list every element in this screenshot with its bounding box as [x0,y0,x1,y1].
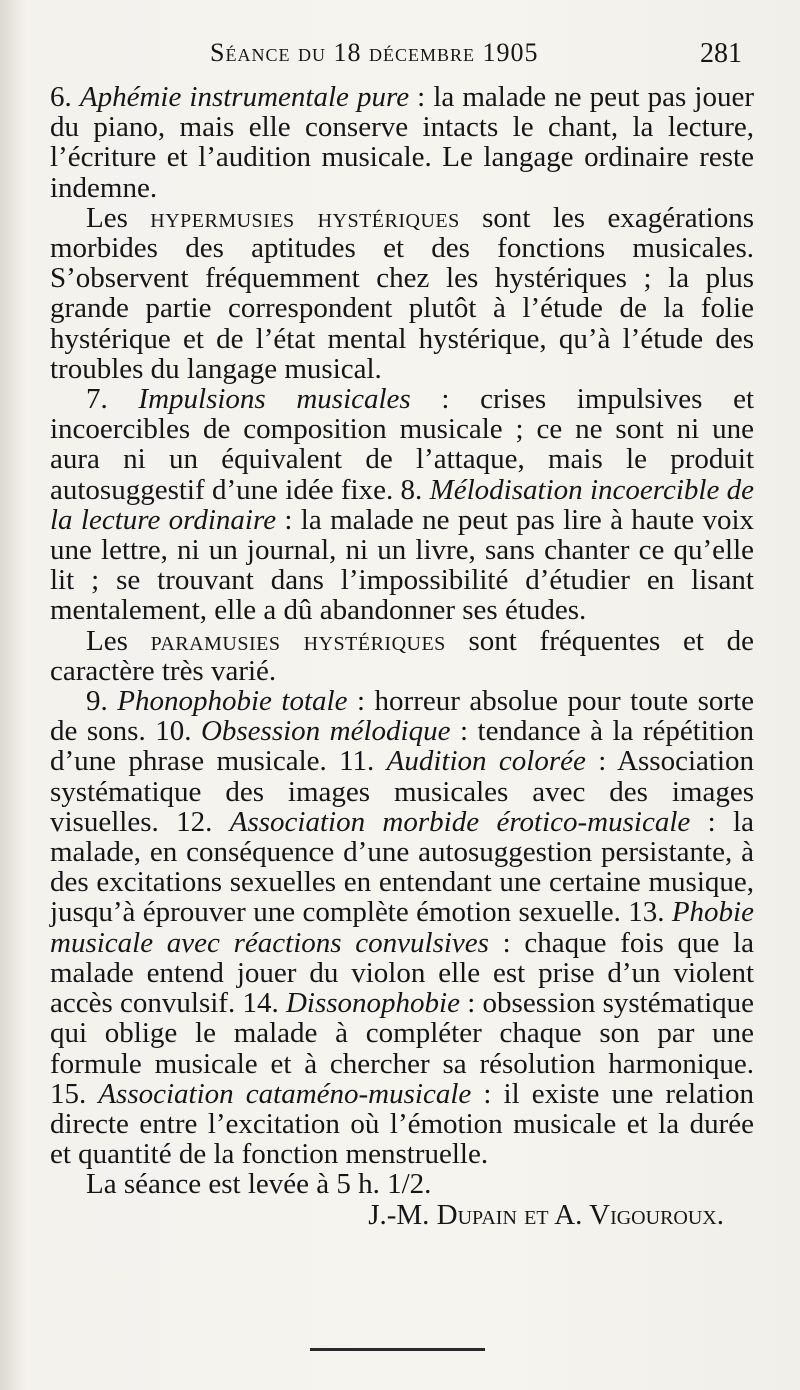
paragraph [50,384,754,626]
end-rule [310,1348,485,1351]
italic-term: Impulsions musicales [138,383,411,416]
text-run: 9. [86,685,118,718]
text-run: : tendance à la répétition d’une phrase musicale. 11. [50,715,755,778]
text-run: : la malade, en conséquence d’une autosuggestion persistante, à des excitations sexuelles en entendant une certaine musique, jusqu’à éprouver une complète émotion sexuelle. 13. [50,805,754,929]
italic-term: Association cataméno-musicale [98,1077,472,1110]
text-run: : il existe une relation directe entre l’excitation où l’émotion musicale et la durée et quantité de la fonction menstruelle. [50,1077,754,1171]
text-run: : horreur absolue pour toute sorte de sons. 10. [50,685,755,748]
page-number: 281 [700,38,742,69]
italic-term: Phobie musicale avec réactions convulsives [50,896,754,959]
paragraph [50,203,754,384]
italic-term: Mélodisation incoercible de la lecture ordinaire [50,473,754,536]
text-run: Les [86,624,151,657]
text-run: : crises impulsives et incoercibles de composition musicale ; ce ne sont ni une aura ni un équivalent de l’attaque, mais le produit autosuggestif d’une idée fixe. 8. [50,383,754,506]
italic-term: Phonophobie totale [117,685,348,718]
smallcaps-term: hypermusies hystériques [150,201,460,234]
body-text [50,82,754,1230]
text-run: : la malade ne peut pas lire à haute voix une lettre, ni un journal, ni un livre, sans chanter ce qu’elle lit ; se trouvant dans l’impossibilité d’étudier en lisant mentalement, elle a dû abandonner ses études. [50,503,754,627]
paragraph [50,686,754,1169]
paragraph [50,626,754,686]
text-run: : la malade ne peut pas jouer du piano, mais elle conserve intacts le chant, la lecture, l’écriture et l’audition musicale. Le langage ordinaire reste indemne. [50,81,755,204]
running-header [210,38,750,78]
paragraphs [50,82,754,1200]
text-run: sont les exagérations morbides des aptitudes et des fonctions musicales. S’observent fréquemment chez les hystériques ; la plus grande partie correspondent plutôt à l’étude de la folie hystérique et de l’état mental hystérique, qu’à l’étude des troubles du langage musical. [50,201,755,385]
paragraph [50,82,754,203]
italic-term: Aphémie instrumentale pure [79,81,410,113]
text-run: : chaque fois que la malade entend jouer du violon elle est prise d’un violent accès convulsif. 14. [50,926,754,1020]
text-run: La séance est levée à 5 h. 1/2. [86,1168,432,1201]
italic-term: Audition colorée [386,745,586,778]
italic-term: Dissonophobie [285,987,460,1020]
italic-term: Association morbide érotico-musicale [229,805,691,838]
text-run: 6. [50,81,80,113]
text-run: sont fréquentes et de caractère très varié. [50,624,754,687]
text-run: : Association systématique des images musicales avec des images visuelles. 12. [50,745,755,838]
text-run: 7. [86,383,139,416]
text-run: Les [86,201,151,234]
smallcaps-term: paramusies hystériques [150,624,446,657]
text-run: : obsession systématique qui oblige le malade à compléter chaque son par une formule musicale et à chercher sa résolution harmonique. 15. [50,987,754,1110]
signature: J.-M. Dupain et A. Vigouroux. [368,1198,724,1231]
paragraph [50,1169,754,1199]
italic-term: Obsession mélodique [200,715,451,748]
running-title: Séance du 18 décembre 1905 [210,38,539,67]
